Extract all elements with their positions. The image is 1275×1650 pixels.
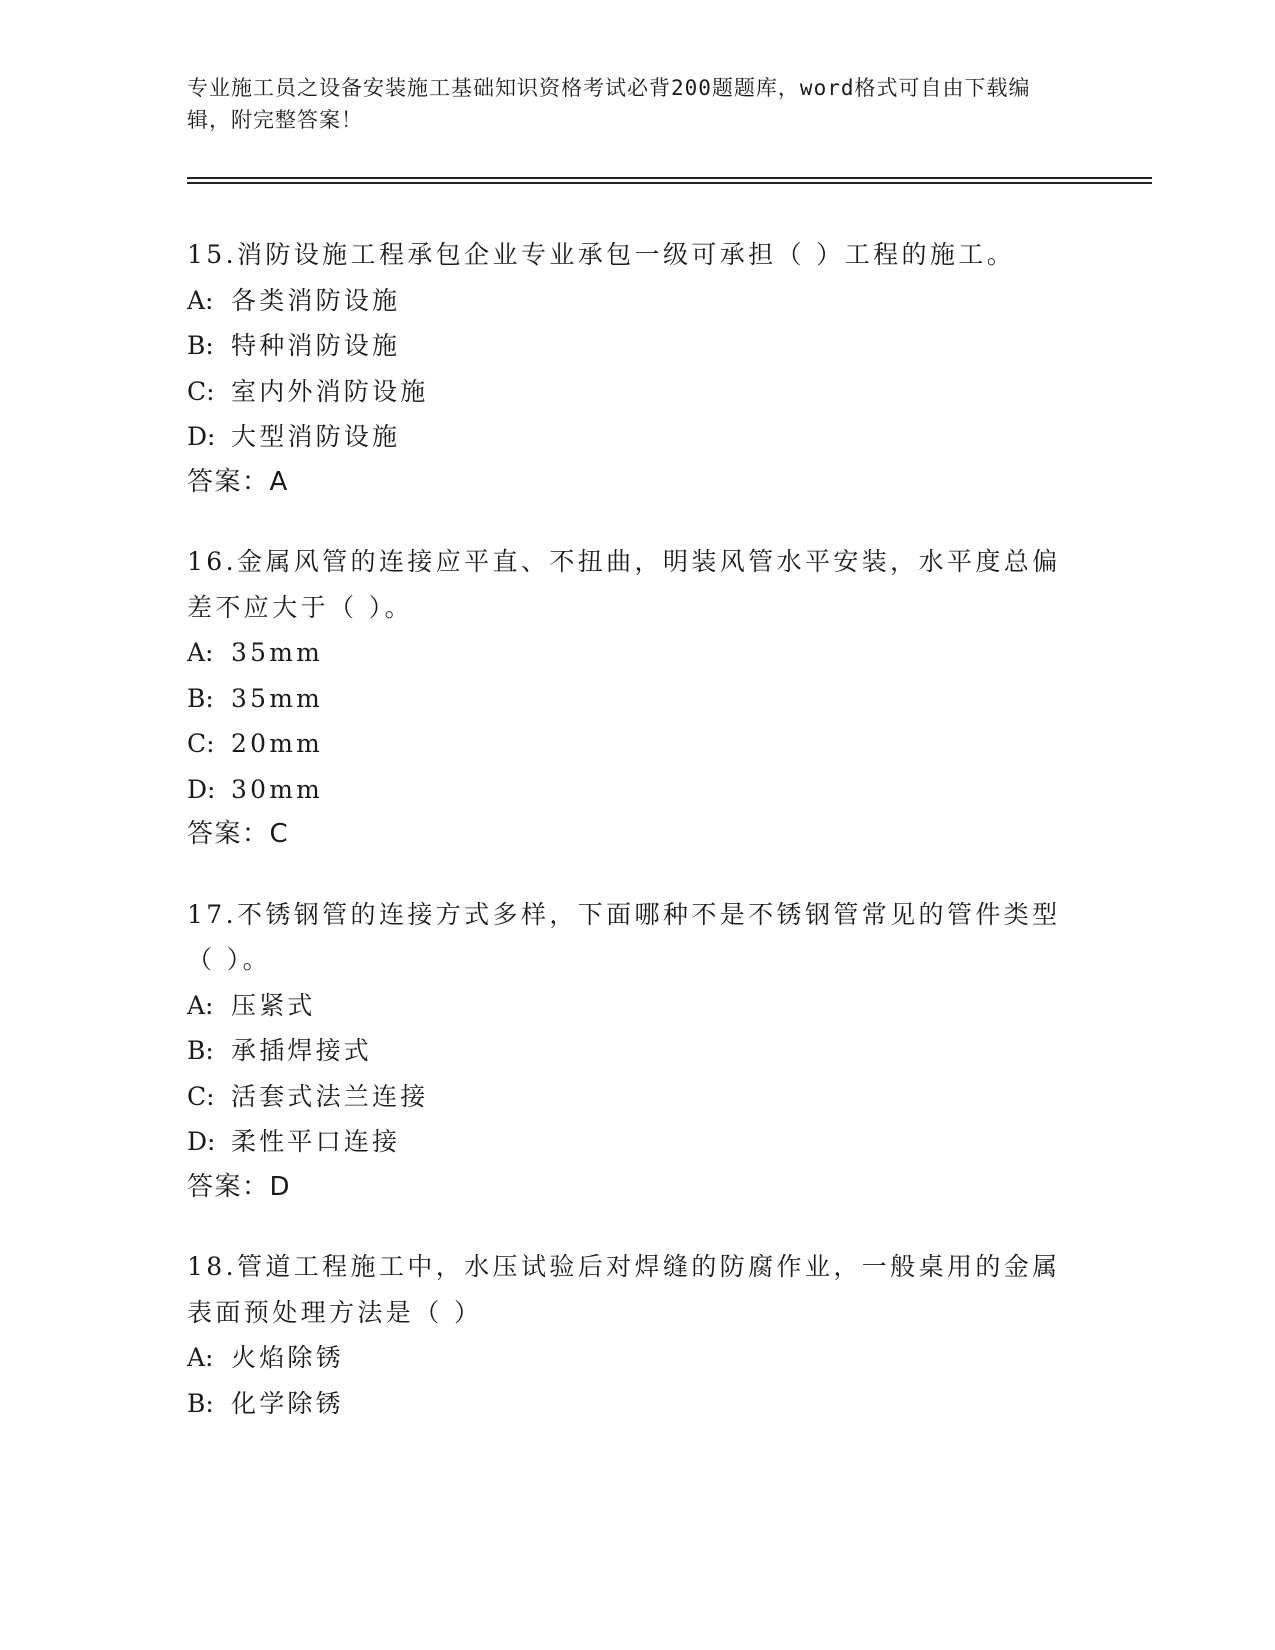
- option-letter: A:: [187, 285, 214, 315]
- option-text: 20mm: [231, 729, 324, 758]
- option-letter: C:: [187, 729, 215, 758]
- option-text: 化学除锈: [231, 1388, 344, 1418]
- option-letter: B:: [187, 1388, 214, 1418]
- option-text: 35mm: [231, 683, 324, 713]
- question-stem: 17.不锈钢管的连接方式多样，下面哪种不是不锈钢管常见的管件类型（ ）。: [187, 899, 1061, 974]
- document-header: [187, 72, 1067, 136]
- option-text: 35mm: [231, 638, 324, 667]
- question-list: [187, 232, 1087, 1460]
- option-letter: B:: [187, 683, 214, 713]
- option-letter: D:: [187, 774, 216, 804]
- option-text: 柔性平口连接: [231, 1127, 401, 1156]
- header-text: 专业施工员之设备安装施工基础知识资格考试必背200题题库，word格式可自由下载编辑，附完整答案！: [187, 76, 1031, 132]
- option-letter: C:: [187, 376, 215, 406]
- option-letter: A:: [187, 1343, 214, 1372]
- question-15: [187, 232, 1087, 505]
- option-text: 大型消防设施: [231, 422, 401, 451]
- option-d: [187, 1119, 1087, 1165]
- answer-line: 答案：C: [187, 819, 290, 849]
- option-b: [187, 323, 1087, 369]
- option-letter: A:: [187, 990, 214, 1020]
- option-letter: C:: [187, 1081, 215, 1111]
- option-text: 特种消防设施: [231, 331, 401, 360]
- option-c: [187, 1074, 1087, 1120]
- option-letter: A:: [187, 638, 214, 667]
- option-d: [187, 414, 1087, 460]
- question-18: [187, 1244, 1087, 1426]
- option-c: [187, 721, 1087, 767]
- option-a: [187, 278, 1087, 324]
- header-divider-top: [187, 177, 1152, 179]
- header-divider-bottom: [187, 182, 1152, 184]
- option-letter: B:: [187, 331, 214, 360]
- option-text: 火焰除锈: [231, 1343, 344, 1372]
- question-stem: 16.金属风管的连接应平直、不扭曲，明装风管水平安装，水平度总偏差不应大于（ ）。: [187, 547, 1061, 622]
- answer-line: 答案：D: [187, 1171, 292, 1202]
- question-stem: 18.管道工程施工中，水压试验后对焊缝的防腐作业，一般桌用的金属表面预处理方法是（ ）: [187, 1252, 1061, 1327]
- option-text: 各类消防设施: [231, 285, 401, 315]
- question-17: [187, 892, 1087, 1211]
- option-b: [187, 676, 1087, 722]
- option-text: 活套式法兰连接: [231, 1081, 429, 1111]
- option-letter: D:: [187, 1127, 216, 1156]
- option-text: 30mm: [231, 774, 324, 804]
- option-a: [187, 1335, 1087, 1381]
- answer-line: 答案：A: [187, 466, 289, 497]
- question-16: [187, 539, 1087, 858]
- option-a: [187, 983, 1087, 1029]
- option-d: [187, 767, 1087, 813]
- option-text: 压紧式: [231, 990, 316, 1020]
- option-a: [187, 630, 1087, 676]
- option-b: [187, 1028, 1087, 1074]
- option-text: 室内外消防设施: [231, 376, 429, 406]
- option-letter: B:: [187, 1036, 214, 1065]
- option-b: [187, 1381, 1087, 1427]
- option-text: 承插焊接式: [231, 1036, 373, 1065]
- option-c: [187, 369, 1087, 415]
- option-letter: D:: [187, 422, 216, 451]
- question-stem: 15.消防设施工程承包企业专业承包一级可承担（ ）工程的施工。: [187, 240, 1016, 269]
